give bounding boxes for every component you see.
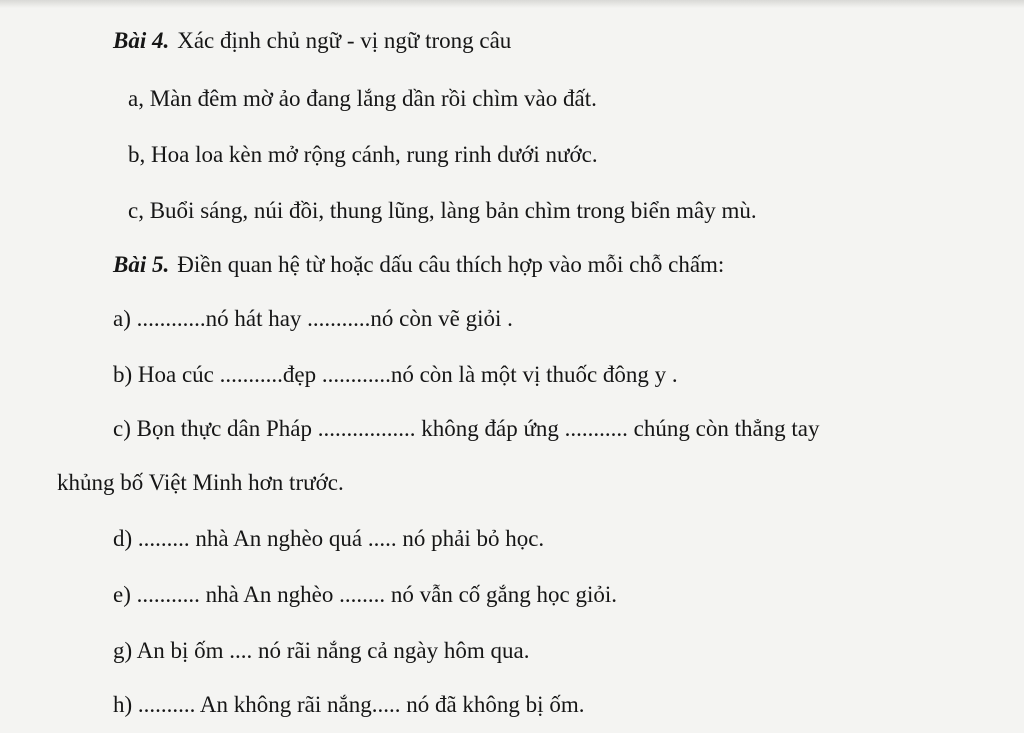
exercise-4-label: Bài 4. <box>113 28 170 53</box>
exercise-5-item-g: g) An bị ốm .... nó rãi nắng cả ngày hôm qua. <box>113 638 530 663</box>
exercise-4-heading <box>113 26 511 56</box>
exercise-5-heading <box>113 250 724 280</box>
exercise-5-item-h: h) .......... An không rãi nắng..... nó đã không bị ốm. <box>113 692 585 717</box>
exercise-5-item-b: b) Hoa cúc ...........đẹp ............nó còn là một vị thuốc đông y . <box>113 362 678 387</box>
exercise-5-label: Bài 5. <box>113 252 170 277</box>
exercise-5-item-c-line-1: c) Bọn thực dân Pháp ................. không đáp ứng ........... chúng còn thẳng tay <box>113 416 820 441</box>
scan-top-edge <box>0 0 1024 8</box>
exercise-5-item-c-line-2: khủng bố Việt Minh hơn trước. <box>57 470 344 495</box>
exercise-5-item-d: d) ......... nhà An nghèo quá ..... nó phải bỏ học. <box>113 526 545 551</box>
exercise-5-title: Điền quan hệ từ hoặc dấu câu thích hợp vào mỗi chỗ chấm: <box>177 252 725 277</box>
exercise-4-item-a: a, Màn đêm mờ ảo đang lắng dần rồi chìm vào đất. <box>128 86 597 111</box>
exercise-4-title: Xác định chủ ngữ - vị ngữ trong câu <box>177 28 512 53</box>
exercise-5-item-e: e) ........... nhà An nghèo ........ nó vẫn cố gắng học giỏi. <box>113 582 617 607</box>
exercise-4-item-b: b, Hoa loa kèn mở rộng cánh, rung rinh dưới nước. <box>128 142 598 167</box>
exercise-5-item-a: a) ............nó hát hay ...........nó còn vẽ giỏi . <box>113 306 513 331</box>
exercise-4-item-c: c, Buổi sáng, núi đồi, thung lũng, làng bản chìm trong biển mây mù. <box>128 198 757 223</box>
